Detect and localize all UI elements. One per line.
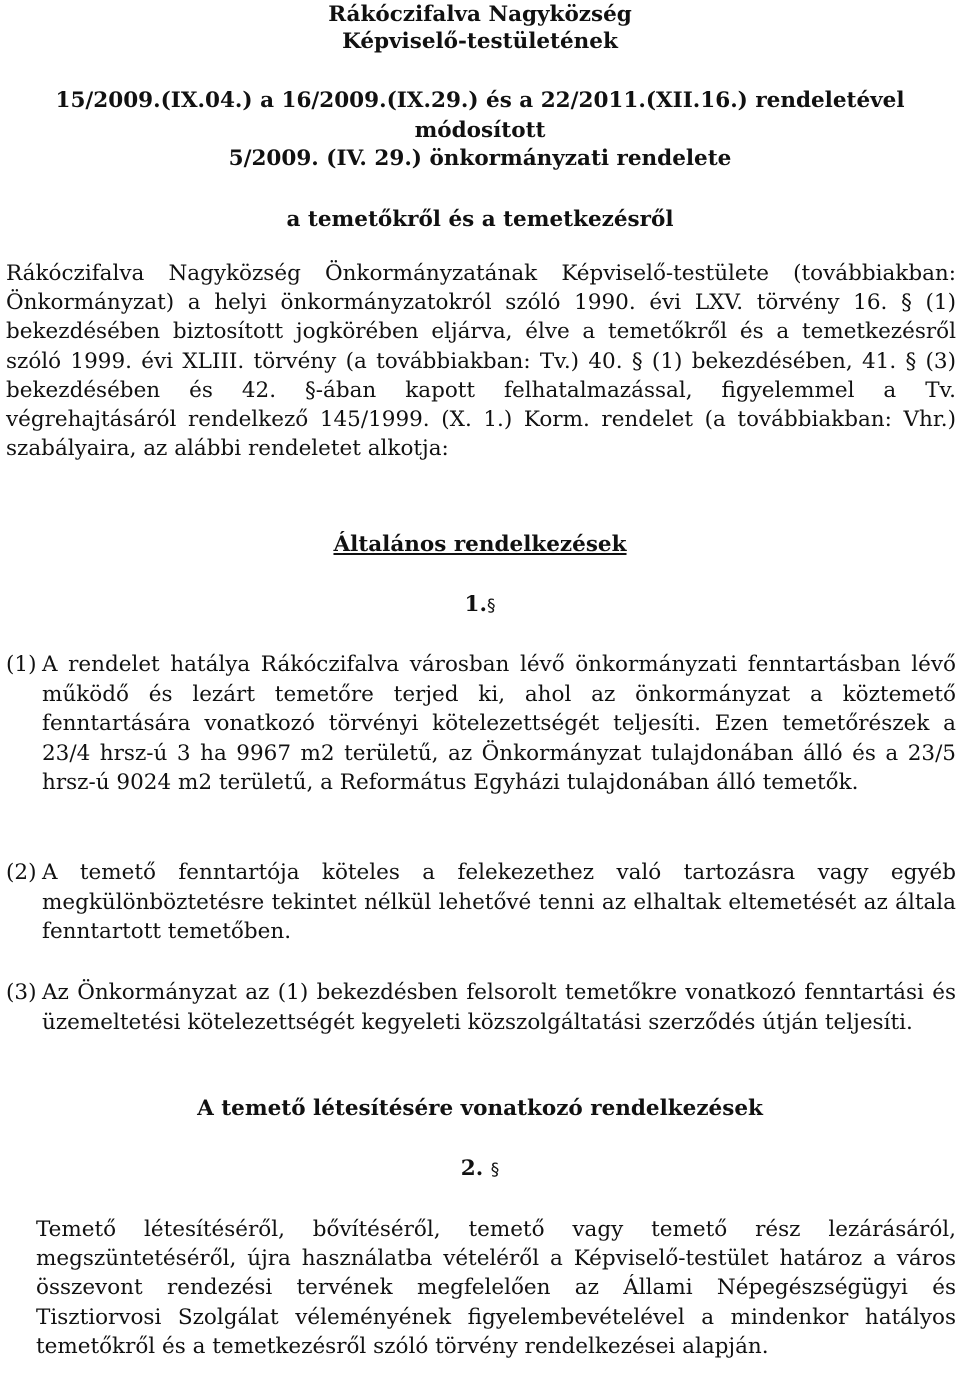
header-amendments: 15/2009.(IX.04.) a 16/2009.(IX.29.) és a 22/2011.(XII.16.) rendeletével bbox=[55, 88, 905, 113]
section-sign: § bbox=[490, 1160, 500, 1180]
paragraph-number: 2. bbox=[460, 1156, 484, 1181]
header-body: Képviselő-testületének bbox=[342, 29, 618, 54]
item-number: (3) bbox=[6, 980, 37, 1005]
list-item bbox=[6, 978, 956, 1037]
header-municipality: Rákóczifalva Nagyközség bbox=[328, 2, 632, 27]
item-text: A temető fenntartója köteles a felekezethez való tartozásra vagy egyéb megkülönböztetésre tekintet nélkül lehetővé tenni az elhaltak eltemetését az általa fenntartott temetőben. bbox=[42, 860, 956, 945]
list-item bbox=[6, 858, 956, 947]
paragraph-number-2 bbox=[0, 1156, 960, 1181]
decree-subject: a temetőkről és a temetkezésről bbox=[286, 207, 674, 232]
paragraph-text: Temető létesítéséről, bővítéséről, temető vagy temető rész lezárásáról, megszüntetéséről, újra használatba vételéről a Képviselő-testület határoz a város összevont rendezési tervének megfelelően az Állami Népegészségügyi és Tisztiorvosi Szolgálat véleményének figyelembevételével a mindenkor hatályos temetőkről és a temetkezésről szóló törvény rendelkezései alapján. bbox=[36, 1217, 956, 1359]
list-item bbox=[6, 650, 956, 798]
header-modified: módosított bbox=[414, 118, 546, 143]
paragraph-number: 1. bbox=[464, 592, 487, 617]
item-text: Az Önkormányzat az (1) bekezdésben felsorolt temetőkre vonatkozó fenntartási és üzemeltetési kötelezettségét kegyeleti közszolgáltatási szerződés útján teljesíti. bbox=[42, 980, 956, 1035]
header-decree-number: 5/2009. (IV. 29.) önkormányzati rendelete bbox=[228, 146, 732, 171]
item-text: A rendelet hatálya Rákóczifalva városban lévő önkormányzati fenntartásban lévő működő és lezárt temetőre terjed ki, ahol az önkormányzat a köztemető fenntartására vonatkozó törvényi kötelezettségét teljesíti. Ezen temetőrészek a 23/4 hrsz-ú 3 ha 9967 m2 területű, az Önkormányzat tulajdonában álló és a 23/5 hrsz-ú 9024 m2 területű, a Református Egyházi tulajdonában álló temetők. bbox=[42, 652, 956, 796]
item-number: (1) bbox=[6, 652, 37, 677]
preamble: Rákóczifalva Nagyközség Önkormányzatának Képviselő-testülete (továbbiakban: Önkormányzat) a helyi önkormányzatokról szóló 1990. évi LXV. törvény 16. § (1) bekezdésében biztosított jogkörében eljárva, élve a temetőkről és a temetkezésről szóló 1999. évi XLIII. törvény (a továbbiakban: Tv.) 40. § (1) bekezdésében, 41. § (3) bekezdésében és 42. §-ában kapott felhatalmazással, figyelemmel a Tv. végrehajtásáról rendelkező 145/1999. (X. 1.) Korm. rendelet (a továbbiakban: Vhr.) szabályaira, az alábbi rendeletet alkotja: bbox=[6, 261, 956, 462]
section-title-cemetery-establishment: A temető létesítésére vonatkozó rendelkezések bbox=[197, 1096, 763, 1121]
section-title-general: Általános rendelkezések bbox=[333, 532, 627, 557]
item-number: (2) bbox=[6, 860, 37, 885]
section-sign: § bbox=[486, 596, 496, 616]
paragraph-number-1 bbox=[0, 592, 960, 617]
